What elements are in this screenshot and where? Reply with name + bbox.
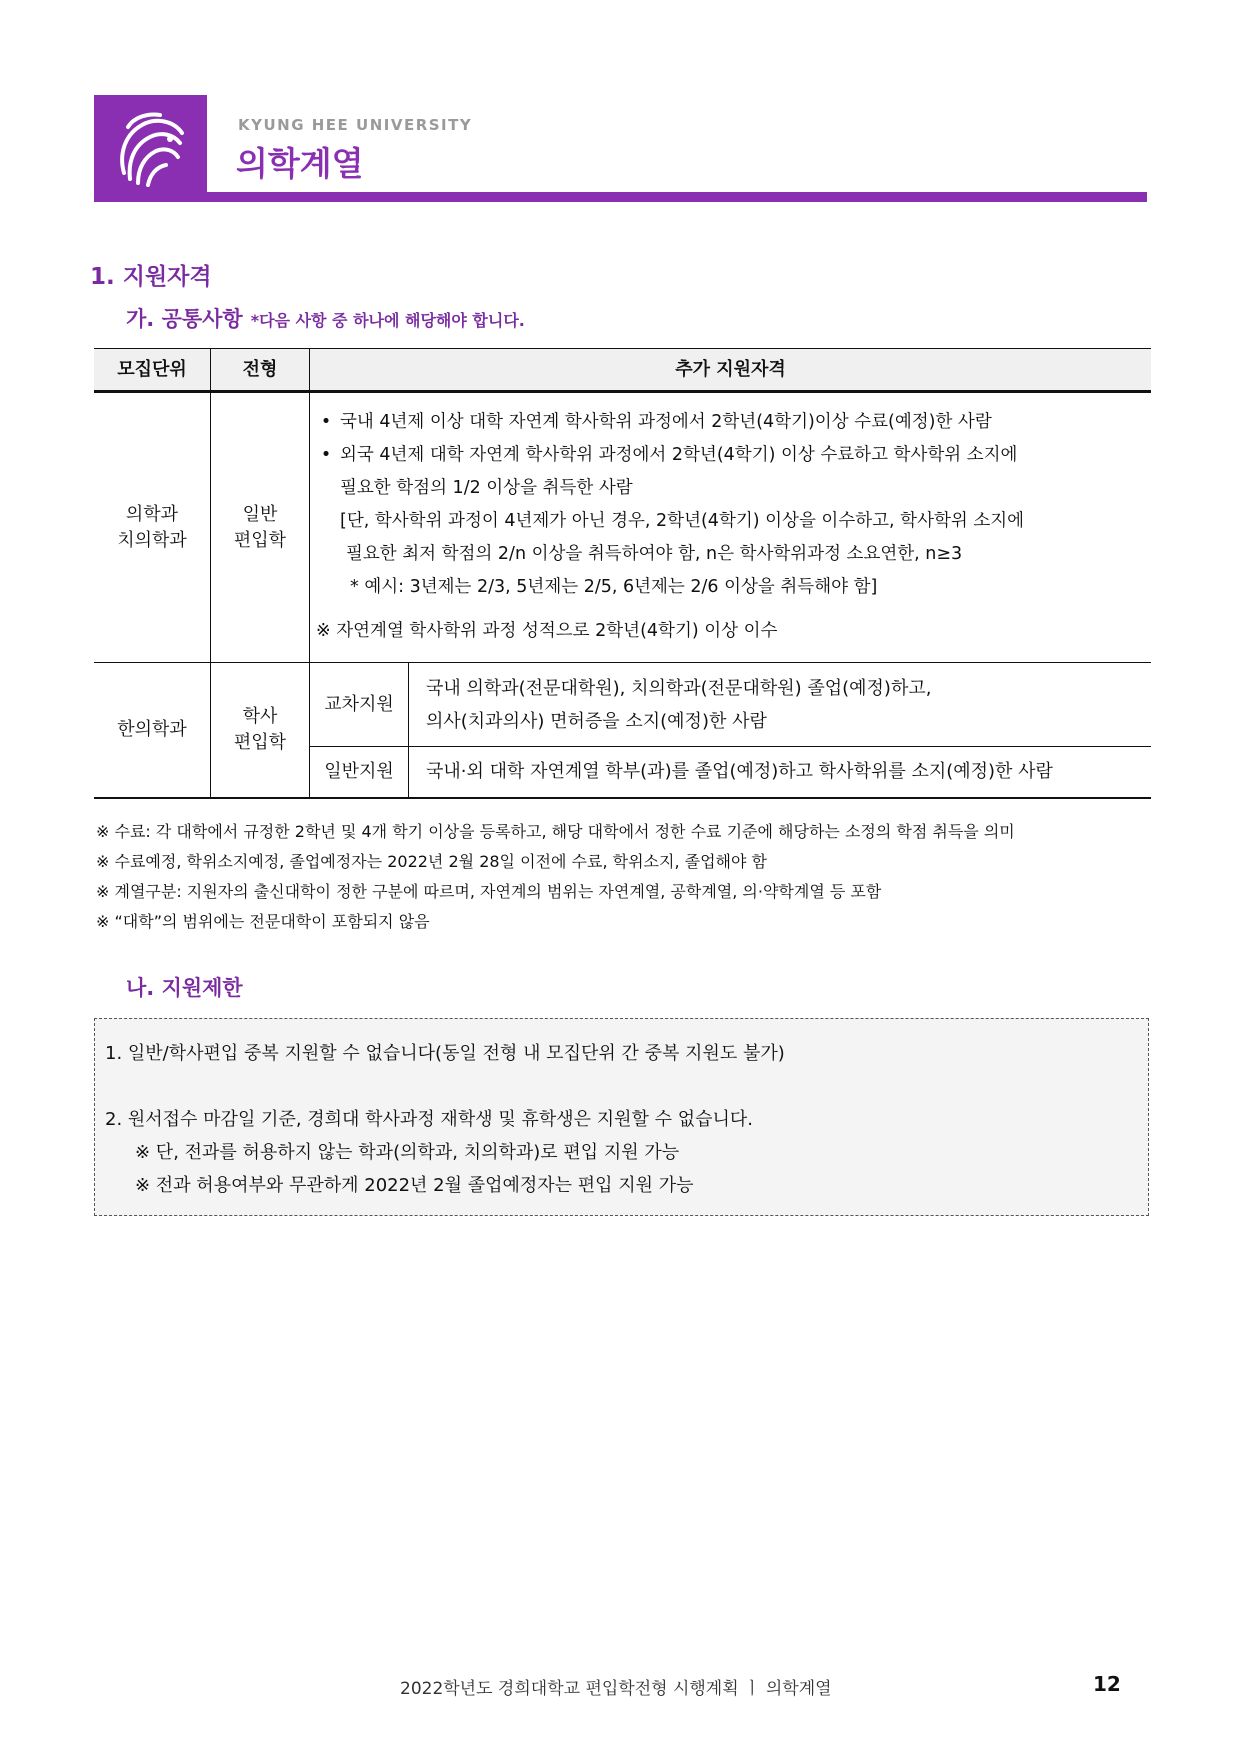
req-line <box>350 571 877 604</box>
req-line <box>312 406 992 439</box>
bullet: • <box>320 445 332 465</box>
heading-restrictions: 나. 지원제한 <box>126 976 243 1000</box>
sub-label-general: 일반지원 <box>324 761 394 782</box>
row2-type: 학사 편입학 <box>233 706 287 753</box>
header-underline <box>207 192 1147 202</box>
lion-icon <box>94 95 207 202</box>
row1-unit: 의학과 치의학과 <box>117 503 187 551</box>
page-number: 12 <box>1093 1672 1121 1696</box>
note-item: ※ “대학”의 범위에는 전문대학이 포함되지 않음 <box>96 912 430 931</box>
restriction-item: 2. 원서접수 마감일 기준, 경희대 학사과정 재학생 및 휴학생은 지원할 수 없습니다. <box>105 1109 753 1130</box>
req-text: * 예시: 3년제는 2/3, 5년제는 2/5, 6년제는 2/6 이상을 취득해야 함] <box>350 577 878 597</box>
row1-type: 일반 편입학 <box>233 503 287 551</box>
university-logo <box>94 95 207 202</box>
req-footnote: ※ 자연계열 학사학위 과정 성적으로 2학년(4학기) 이상 이수 <box>316 621 778 641</box>
req-text: 국내 4년제 이상 대학 자연계 학사학위 과정에서 2학년(4학기)이상 수료(예정)한 사람 <box>340 412 992 432</box>
notes-list <box>96 817 1015 937</box>
table-col-divider <box>408 662 409 799</box>
restriction-note: ※ 전과 허용여부와 무관하게 2022년 2월 졸업예정자는 편입 지원 가능 <box>135 1175 694 1196</box>
col-header-requirements: 추가 지원자격 <box>675 358 786 380</box>
eligibility-table <box>94 348 1151 799</box>
sub-label-cross: 교차지원 <box>324 693 394 715</box>
section-title: 의학계열 <box>236 144 364 183</box>
req-text: 필요한 최저 학점의 2/n 이상을 취득하여야 함, n은 학사학위과정 소요연한, n≥3 <box>346 544 963 564</box>
req-line <box>340 472 633 505</box>
footer-text: 2022학년도 경희대학교 편입학전형 시행계획 ㅣ 의학계열 <box>400 1679 832 1699</box>
sub-text-cross: 국내 의학과(전문대학원), 치의학과(전문대학원) 졸업(예정)하고, 의사(치과의사) 면허증을 소지(예정)한 사람 <box>426 677 932 732</box>
req-line <box>312 439 1017 472</box>
req-text: [단, 학사학위 과정이 4년제가 아닌 경우, 2학년(4학기) 이상을 이수하고, 학사학위 소지에 <box>340 511 1025 531</box>
col-header-unit: 모집단위 <box>117 358 187 380</box>
col-header-type: 전형 <box>242 358 278 380</box>
heading-eligibility: 1. 지원자격 <box>90 264 212 290</box>
note-item: ※ 계열구분: 지원자의 출신대학이 정한 구분에 따르며, 자연계의 범위는 자연계열, 공학계열, 의·약학계열 등 포함 <box>96 882 882 901</box>
sub-text-general: 국내·외 대학 자연계열 학부(과)를 졸업(예정)하고 학사학위를 소지(예정)한 사람 <box>426 761 1053 782</box>
req-text: 외국 4년제 대학 자연계 학사학위 과정에서 2학년(4학기) 이상 수료하고 학사학위 소지에 <box>340 445 1018 465</box>
req-line <box>346 538 962 571</box>
row2-unit: 한의학과 <box>117 719 187 740</box>
note-item: ※ 수료예정, 학위소지예정, 졸업예정자는 2022년 2월 28일 이전에 수료, 학위소지, 졸업해야 함 <box>96 852 768 871</box>
heading-common-note: *다음 사항 중 하나에 해당해야 합니다. <box>250 311 525 330</box>
bullet: • <box>320 412 332 432</box>
university-name: KYUNG HEE UNIVERSITY <box>238 116 473 134</box>
heading-common-title: 가. 공통사항 <box>126 307 243 331</box>
restriction-note: ※ 단, 전과를 허용하지 않는 학과(의학과, 치의학과)로 편입 지원 가능 <box>135 1142 680 1163</box>
req-line <box>340 505 1024 538</box>
req-text: 필요한 학점의 1/2 이상을 취득한 사람 <box>340 478 633 498</box>
restriction-item: 1. 일반/학사편입 중복 지원할 수 없습니다(동일 전형 내 모집단위 간 중복 지원도 불가) <box>105 1043 785 1064</box>
heading-common <box>126 303 525 333</box>
restrictions-box <box>94 1018 1149 1216</box>
note-item: ※ 수료: 각 대학에서 규정한 2학년 및 4개 학기 이상을 등록하고, 해당 대학에서 정한 수료 기준에 해당하는 소정의 학점 취득을 의미 <box>96 822 1015 841</box>
table-bottom-border <box>94 797 1151 799</box>
